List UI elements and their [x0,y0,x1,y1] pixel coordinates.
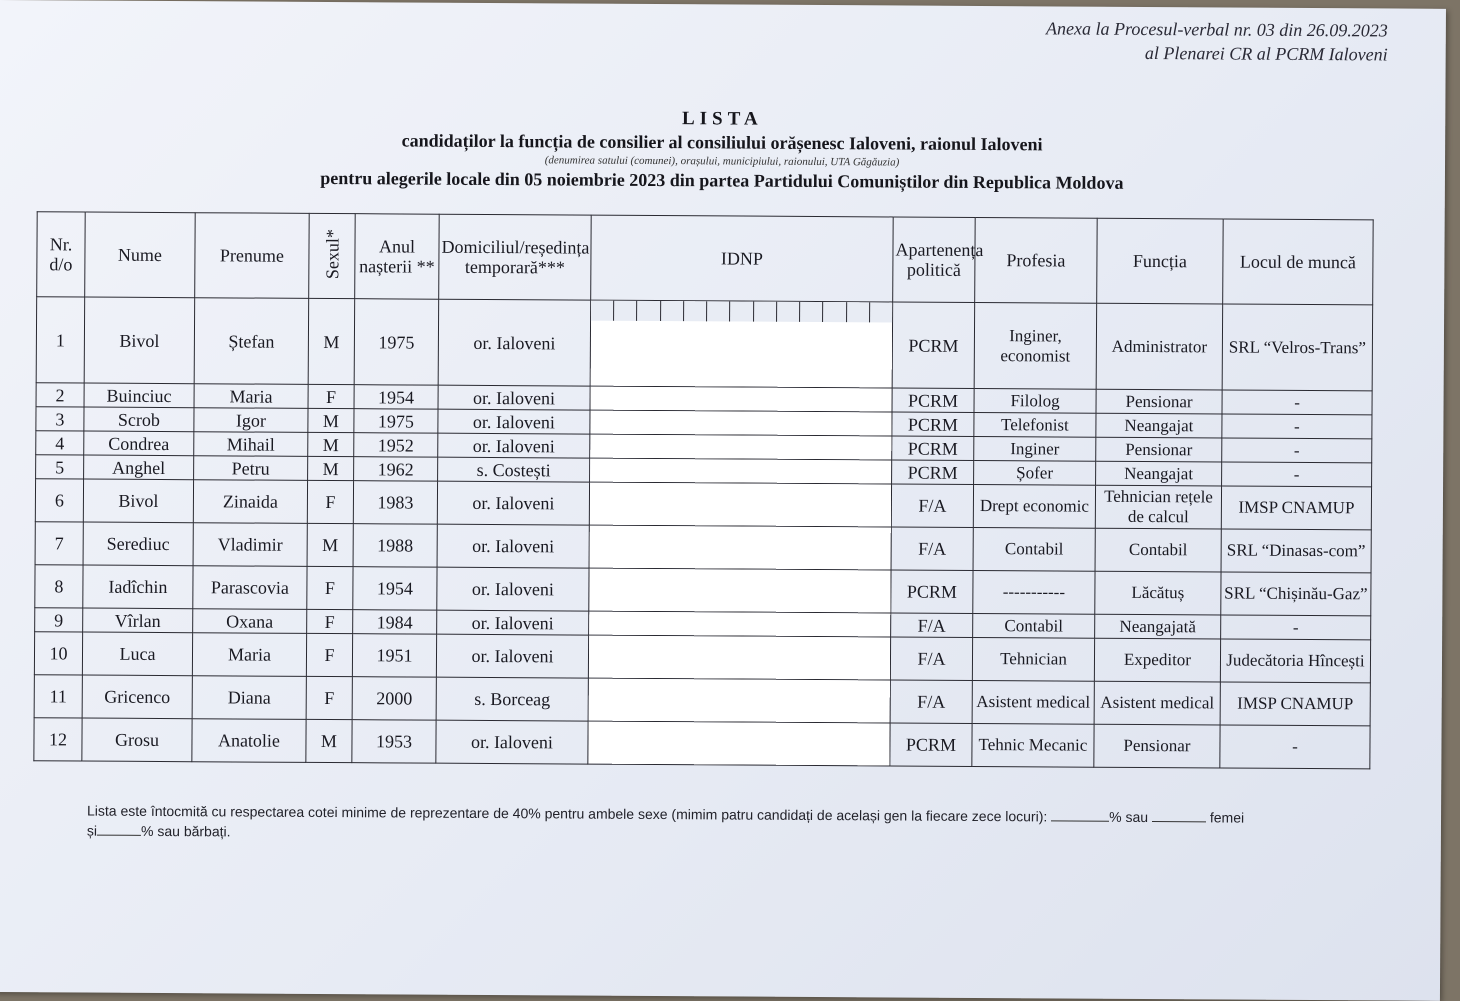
cell-locul: - [1222,414,1372,439]
cell-profesia: Contabil [973,613,1095,638]
idnp-digit-box [823,302,846,322]
cell-apartenenta: PCRM [890,723,972,767]
cell-prenume: Mihail [194,432,308,457]
annex-line-1: Anexa la Procesul-verbal nr. 03 din 26.09.2023 [1046,18,1388,41]
cell-nume: Vîrlan [83,608,193,633]
cell-profesia: Telefonist [974,412,1096,437]
cell-nr: 10 [34,632,82,675]
cell-nume: Luca [82,632,192,676]
header-profesia: Profesia [975,217,1098,303]
table-row [34,718,1370,769]
cell-anul: 2000 [352,677,436,721]
idnp-digit-box [638,301,661,321]
cell-apartenenta: PCRM [892,460,974,485]
cell-profesia: Drept economic [973,484,1095,528]
cell-locul: - [1220,725,1370,769]
header-anul: Anul nașterii ** [355,214,440,300]
cell-locul: IMSP CNAMUP [1221,486,1371,530]
idnp-digit-box [730,301,753,321]
cell-profesia: Contabil [973,527,1095,571]
cell-profesia: Tehnician [972,637,1094,681]
idnp-digit-box [847,302,870,322]
cell-domiciliu: s. Costești [438,457,590,482]
cell-apartenenta: F/A [890,680,972,724]
cell-idnp-redacted [589,482,891,527]
cell-domiciliu: or. Ialoveni [436,720,588,764]
count-women-blank [1152,821,1206,822]
cell-apartenenta: PCRM [892,436,974,461]
cell-anul: 1983 [353,481,437,525]
header-nume: Nume [85,212,196,298]
cell-locul: SRL “Velros-Trans” [1222,304,1373,391]
cell-idnp-redacted [589,568,891,613]
cell-nume: Bivol [83,479,193,523]
cell-anul: 1988 [353,524,437,568]
cell-domiciliu: or. Ialoveni [437,610,589,635]
idnp-digit-boxes [591,301,892,323]
idnp-digit-box [777,302,800,322]
cell-anul: 1975 [354,299,439,386]
cell-sex: M [308,408,354,432]
document-title: LISTA [681,108,763,130]
idnp-digit-box [684,301,707,321]
cell-apartenenta: PCRM [892,388,974,413]
cell-nr: 6 [35,479,83,522]
cell-prenume: Zinaida [193,480,307,524]
document-note: (denumirea satului (comunei), orașului, municipiului, raionului, UTA Găgăuzia) [544,154,900,169]
cell-nume: Gricenco [82,675,192,719]
cell-domiciliu: or. Ialoveni [438,433,590,458]
cell-functia: Tehnician rețele de calcul [1095,485,1221,529]
cell-profesia: Inginer, economist [974,302,1097,389]
header-apartenenta: Apartenența politică [893,217,976,302]
cell-locul: - [1222,390,1372,415]
cell-nume: Iadîchin [83,565,193,609]
cell-locul: Judecătoria Hîncești [1220,639,1370,683]
document-subtitle: candidaților la funcția de consilier al consiliului orășenesc Ialoveni, raionul Ialoveni [401,130,1043,155]
cell-locul: SRL “Chișinău-Gaz” [1221,572,1371,616]
cell-nr: 8 [35,565,83,608]
table-header-row [37,212,1373,305]
cell-idnp-redacted [590,300,893,388]
cell-domiciliu: or. Ialoveni [438,409,590,434]
header-sex [309,213,356,298]
annex-line-2: al Plenarei CR al PCRM Ialoveni [1144,42,1388,65]
cell-nr: 2 [36,383,84,407]
cell-functia: Contabil [1095,528,1221,572]
cell-nume: Grosu [82,718,192,762]
table-row [36,297,1373,391]
cell-functia: Expeditor [1094,638,1220,682]
header-functia: Funcția [1097,218,1224,304]
cell-functia: Asistent medical [1094,681,1220,725]
cell-sex: M [308,298,355,384]
header-domiciliu: Domiciliul/reședința temporară*** [439,214,592,300]
cell-apartenenta: F/A [891,527,973,571]
cell-locul: IMSP CNAMUP [1220,682,1370,726]
cell-idnp-redacted [590,386,892,412]
cell-nr: 5 [36,455,84,479]
cell-sex: F [308,384,354,408]
cell-idnp-redacted [588,678,890,723]
cell-prenume: Igor [194,408,308,433]
cell-nume: Bivol [84,297,195,384]
cell-apartenenta: F/A [891,613,973,638]
annex-note [1046,16,1388,66]
cell-domiciliu: or. Ialoveni [436,634,588,678]
cell-nr: 11 [34,675,82,718]
header-idnp: IDNP [591,215,894,302]
cell-idnp-redacted [588,721,890,766]
cell-nr: 4 [36,431,84,455]
cell-anul: 1953 [352,720,436,764]
cell-nr: 12 [34,718,82,761]
header-prenume: Prenume [195,213,310,299]
cell-functia: Pensionar [1096,389,1222,414]
cell-sex: F [307,566,353,609]
cell-anul: 1954 [354,385,438,410]
cell-sex: M [307,523,353,566]
cell-prenume: Diana [192,676,306,720]
cell-nr: 9 [35,608,83,632]
cell-domiciliu: or. Ialoveni [438,299,591,386]
cell-sex: F [306,633,352,676]
cell-prenume: Petru [194,456,308,481]
cell-sex: F [307,480,353,523]
cell-nr: 7 [35,522,83,565]
cell-apartenenta: PCRM [892,412,974,437]
cell-sex: F [307,609,353,633]
cell-anul: 1984 [353,610,437,635]
cell-functia: Lăcătuș [1095,571,1221,615]
document-subtitle-2: pentru alegerile locale din 05 noiembrie 2023 din partea Partidului Comuniștilor din Republica Moldova [320,167,1124,193]
cell-nr: 3 [36,407,84,431]
idnp-digit-box [800,302,823,322]
cell-locul: - [1221,615,1371,640]
cell-idnp-redacted [589,525,891,570]
cell-apartenenta: PCRM [892,302,975,388]
cell-domiciliu: or. Ialoveni [437,524,589,568]
idnp-digit-box [614,301,637,321]
cell-nume: Anghel [84,455,194,480]
cell-prenume: Parascovia [193,566,307,610]
cell-domiciliu: s. Borceag [436,677,588,721]
cell-functia: Neangajată [1095,614,1221,639]
cell-anul: 1962 [354,457,438,482]
idnp-digit-box [661,301,684,321]
cell-idnp-redacted [590,410,892,436]
idnp-digit-box [591,301,614,321]
cell-functia: Neangajat [1096,413,1222,438]
cell-functia: Pensionar [1096,437,1222,462]
candidates-table [33,211,1373,769]
cell-nume: Scrob [84,407,194,432]
cell-profesia: Tehnic Mecanic [972,723,1094,767]
cell-anul: 1954 [353,567,437,611]
cell-functia: Pensionar [1094,724,1220,768]
cell-prenume: Maria [192,633,306,677]
cell-nume: Buinciuc [84,383,194,408]
cell-profesia: ----------- [973,570,1095,614]
footer-femei: femei [1209,809,1245,826]
header-locul: Locul de muncă [1223,219,1374,305]
cell-nr: 1 [36,297,85,383]
idnp-digit-box [754,302,777,322]
cell-idnp-redacted [588,635,890,680]
cell-prenume: Oxana [193,609,307,634]
cell-domiciliu: or. Ialoveni [438,385,590,410]
cell-domiciliu: or. Ialoveni [437,567,589,611]
cell-sex: M [308,456,354,480]
percent-women-blank [1051,820,1109,821]
percent-men-blank [97,835,141,836]
idnp-digit-box [707,301,730,321]
cell-idnp-redacted [589,611,891,637]
cell-profesia: Șofer [974,460,1096,485]
cell-prenume: Maria [194,384,308,409]
cell-nume: Serediuc [83,522,193,566]
cell-domiciliu: or. Ialoveni [437,481,589,525]
cell-sex: F [306,676,352,719]
quota-footer [87,801,1367,849]
cell-prenume: Ștefan [194,298,309,385]
cell-functia: Administrator [1096,303,1223,390]
header-nr: Nr. d/o [37,212,86,297]
footer-text: Lista este întocmită cu respectarea cotei minime de reprezentare de 40% pentru ambele sexe (mimim patru candidați de același gen la fiecare zece locuri): [87,802,1048,825]
footer-si: și [86,822,98,839]
cell-idnp-redacted [590,434,892,460]
cell-anul: 1951 [352,634,436,678]
cell-apartenenta: PCRM [891,570,973,614]
cell-locul: - [1222,438,1372,463]
cell-sex: M [308,432,354,456]
cell-locul: - [1222,462,1372,487]
cell-prenume: Vladimir [193,523,307,567]
cell-profesia: Inginer [974,436,1096,461]
cell-apartenenta: F/A [891,484,973,528]
cell-prenume: Anatolie [192,719,306,763]
cell-functia: Neangajat [1096,461,1222,486]
footer-pct-sau: % sau [1109,808,1149,826]
cell-sex: M [306,719,352,762]
cell-locul: SRL “Dinasas-com” [1221,529,1371,573]
cell-nume: Condrea [84,431,194,456]
cell-apartenenta: F/A [890,637,972,681]
cell-profesia: Filolog [974,388,1096,413]
cell-profesia: Asistent medical [972,680,1094,724]
idnp-digit-box [870,302,892,322]
header-sex-label: Sexul* [321,228,343,280]
cell-idnp-redacted [590,458,892,484]
footer-barbati: % sau bărbați. [141,822,231,840]
cell-anul: 1952 [354,433,438,458]
cell-anul: 1975 [354,409,438,434]
